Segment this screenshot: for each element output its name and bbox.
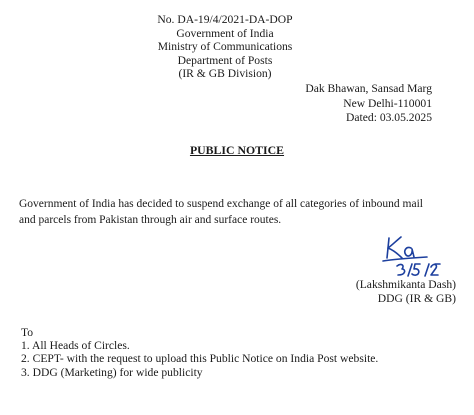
letterhead	[140, 14, 310, 82]
to-label: To	[21, 326, 34, 339]
list-item: 2. CEPT- with the request to upload this Public Notice on India Post website.	[21, 352, 379, 366]
reference-number: No. DA-19/4/2021-DA-DOP	[157, 13, 293, 26]
notice-title: PUBLIC NOTICE	[189, 143, 285, 157]
handwritten-signature	[375, 228, 445, 284]
notice-body: Government of India has decided to suspend exchange of all categories of inbound mail and parcels from Pakistan through air and surface routes.	[19, 198, 423, 226]
government-name: Government of India	[176, 26, 274, 40]
notice-date: Dated: 03.05.2025	[346, 111, 432, 124]
ministry-name: Ministry of Communications	[157, 40, 293, 53]
address-line-2: New Delhi-110001	[343, 96, 432, 110]
division-name: (IR & GB Division)	[178, 67, 272, 80]
address-line-1: Dak Bhawan, Sansad Marg	[305, 82, 432, 95]
office-address	[305, 83, 432, 127]
signatory-block	[356, 279, 456, 306]
list-item: 3. DDG (Marketing) for wide publicity	[21, 365, 203, 379]
department-name: Department of Posts	[177, 53, 273, 67]
signatory-name: (Lakshmikanta Dash)	[355, 278, 456, 291]
signatory-designation: DDG (IR & GB)	[377, 291, 456, 305]
list-item: 1. All Heads of Circles.	[21, 339, 130, 353]
distribution-list	[21, 327, 378, 380]
